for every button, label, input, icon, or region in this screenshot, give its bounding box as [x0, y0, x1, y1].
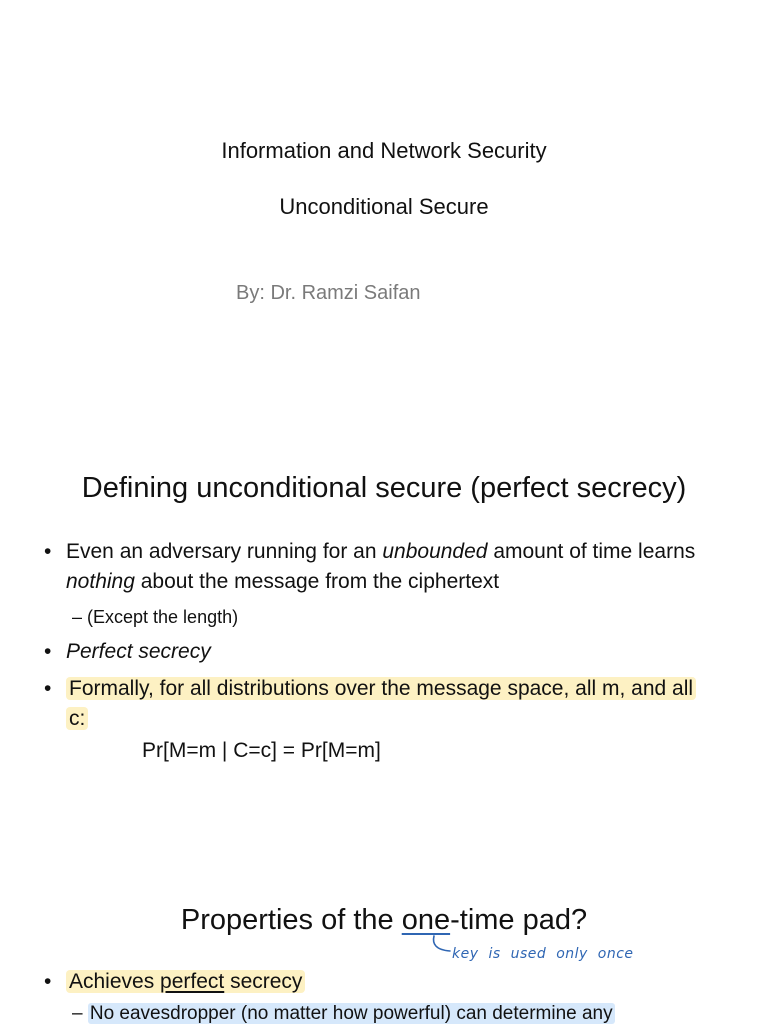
- bullet-adversary-text: Even an adversary running for an unbounded amount of time learns nothing about the message from the ciphertext: [66, 540, 696, 593]
- sub-except-length: – (Except the length): [72, 607, 239, 627]
- handwritten-annotation: key is used only once: [452, 946, 634, 962]
- one-underlined: one: [401, 904, 451, 936]
- otp-heading: Properties of the one-time pad?: [180, 904, 588, 936]
- bullet-dot-icon: •: [44, 640, 52, 663]
- course-title: Information and Network Security: [221, 138, 547, 163]
- secrecy-formula: Pr[M=m | C=c] = Pr[M=m]: [142, 739, 381, 762]
- bullet-formally: [44, 674, 744, 736]
- author-byline: By: Dr. Ramzi Saifan: [236, 282, 421, 304]
- lecture-subtitle: Unconditional Secure: [279, 194, 489, 219]
- bullet-dot-icon: •: [44, 540, 52, 563]
- bullet-dot-icon: •: [44, 970, 52, 993]
- bullet-achieves: [44, 967, 744, 997]
- achieves-text-highlighted: Achieves perfect secrecy: [66, 970, 305, 993]
- perfect-underlined: perfect: [160, 970, 225, 993]
- bullet-perfect-secrecy: [44, 637, 744, 667]
- bullet-dot-icon: •: [44, 677, 52, 700]
- eavesdropper-text-highlighted: No eavesdropper (no matter how powerful) can determine any: [89, 1003, 613, 1024]
- definition-heading: Defining unconditional secure (perfect secrecy): [81, 472, 687, 504]
- slide-definition: [0, 430, 768, 850]
- perfect-secrecy-text: Perfect secrecy: [66, 640, 211, 663]
- formally-text-highlighted: Formally, for all distributions over the message space, all m, and all c:: [66, 677, 696, 730]
- slide-title: [0, 0, 768, 430]
- sub-no-eavesdropper: – No eavesdropper (no matter how powerful) can determine any: [72, 1003, 613, 1024]
- slide-otp-properties: [0, 850, 768, 1024]
- bullet-adversary: [44, 537, 744, 599]
